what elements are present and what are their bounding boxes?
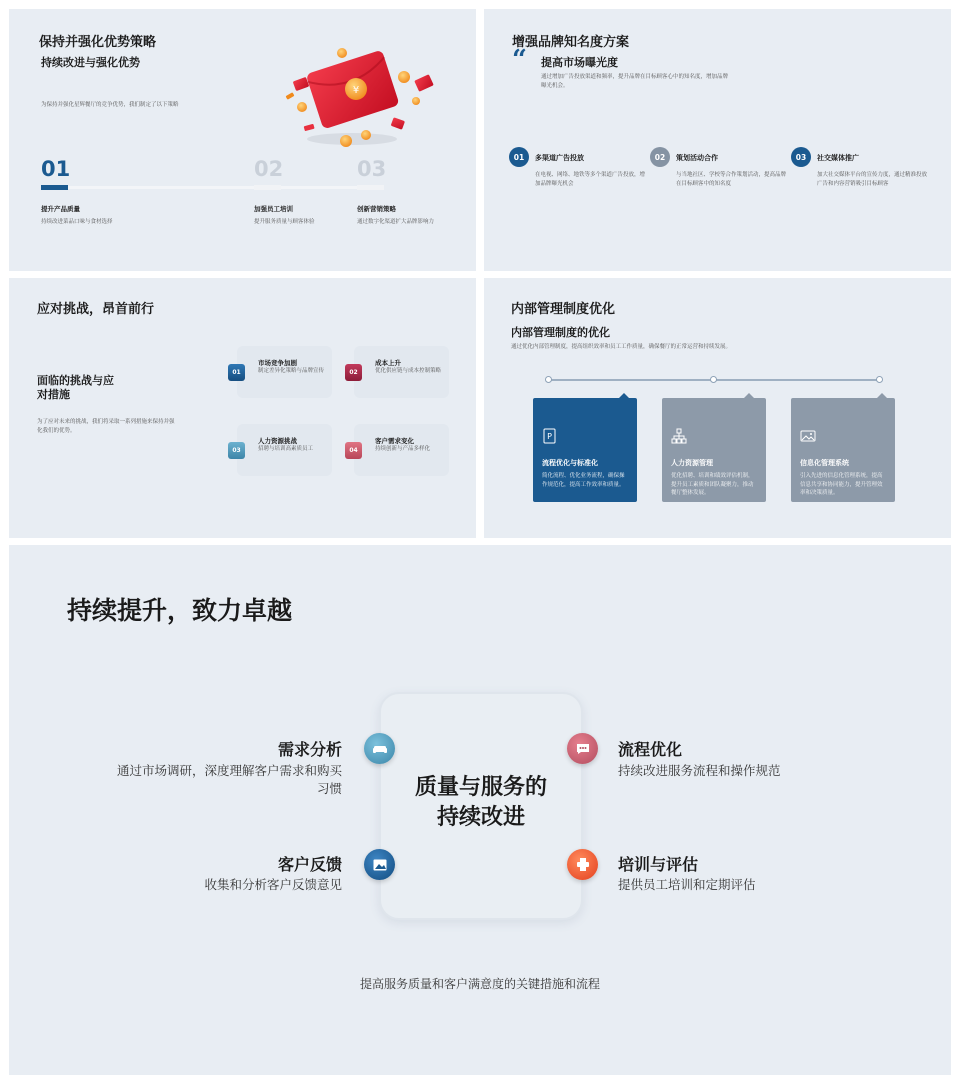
step-bar xyxy=(254,185,281,190)
svg-text:P: P xyxy=(547,432,552,441)
management-card xyxy=(662,398,766,502)
point-desc: 通过市场调研，深度理解客户需求和购买习惯 xyxy=(116,763,342,797)
item-number-badge: 03 xyxy=(791,147,811,167)
center-title-line: 质量与服务的 xyxy=(414,775,547,800)
image-icon xyxy=(800,428,816,444)
step-number: 03 xyxy=(357,157,387,181)
slide-internal-management xyxy=(484,278,951,538)
point-desc: 提供员工培训和定期评估 xyxy=(618,877,756,892)
item-desc: 与当地社区、学校等合作策划活动，提高品牌在目标顾客中的知名度 xyxy=(676,172,787,187)
challenge-title: 市场竞争加剧 xyxy=(258,359,297,367)
slide-intro: 通过增加广告投放渠道和频率，提升品牌在目标顾客心中的知名度，增加品牌曝光机会。 xyxy=(541,74,729,89)
management-card xyxy=(533,398,637,502)
timeline-dot xyxy=(545,376,552,383)
slide-intro: 为保持并强化星辉餐厅的竞争优势，我们制定了以下策略 xyxy=(41,102,179,108)
item-title: 策划活动合作 xyxy=(676,154,718,162)
progress-track xyxy=(41,186,383,189)
sofa-icon xyxy=(364,733,395,764)
slide-subtitle: 提高市场曝光度 xyxy=(541,56,618,69)
card-desc: 优化招聘、培训和绩效评估机制，提升员工素质和团队凝聚力，推动餐厅整体发展。 xyxy=(671,473,754,497)
svg-text:¥: ¥ xyxy=(352,85,360,96)
point-desc: 持续改进服务流程和操作规范 xyxy=(618,763,781,778)
slide-title: 应对挑战，昂首前行 xyxy=(37,302,155,317)
center-title-line: 持续改进 xyxy=(436,804,525,830)
challenge-desc: 持续创新与产品多样化 xyxy=(375,446,431,452)
item-title: 多渠道广告投放 xyxy=(535,154,584,162)
card-title: 人力资源管理 xyxy=(671,459,713,467)
slide-strategy xyxy=(9,9,476,271)
card-desc: 简化流程、优化业务流程，确保操作规范化，提高工作效率和质量。 xyxy=(542,473,625,488)
challenge-number: 03 xyxy=(228,442,245,459)
point-title: 培训与评估 xyxy=(618,855,699,874)
step-bar xyxy=(41,185,68,190)
challenge-title: 客户需求变化 xyxy=(375,437,414,445)
point-title: 需求分析 xyxy=(277,740,342,759)
card-desc: 引入先进的信息化管理系统，提高信息共享和协同能力，提升管理效率和决策质量。 xyxy=(800,473,883,497)
item-desc: 在电视、网络、地铁等多个渠道广告投放，增加品牌曝光机会 xyxy=(535,172,646,187)
slide-intro: 为了应对未来的挑战，我们将采取一系列措施来保持并强化我们的优势。 xyxy=(37,419,175,434)
challenge-desc: 优化供应链与成本控制策略 xyxy=(375,368,442,374)
point-title: 流程优化 xyxy=(618,740,683,759)
document-icon xyxy=(542,428,558,444)
quote-icon: “ xyxy=(512,45,527,75)
slide-footer: 提高服务质量和客户满意度的关键措施和流程 xyxy=(359,977,600,991)
slide-title: 保持并强化优势策略 xyxy=(39,35,157,50)
center-title xyxy=(379,773,583,832)
slide-title: 持续提升，致力卓越 xyxy=(67,596,293,625)
slide-brand-awareness xyxy=(484,9,951,271)
step-title: 提升产品质量 xyxy=(41,205,80,213)
challenge-number: 01 xyxy=(228,364,245,381)
step-title: 加强员工培训 xyxy=(254,205,293,213)
item-number-badge: 01 xyxy=(509,147,529,167)
point-title: 客户反馈 xyxy=(277,855,342,874)
step-desc: 通过数字化渠道扩大品牌影响力 xyxy=(357,219,435,225)
step-bar xyxy=(357,185,384,190)
management-card xyxy=(791,398,895,502)
section-heading xyxy=(37,374,114,403)
slide-subtitle: 持续改进与强化优势 xyxy=(41,56,140,69)
step-desc: 持续改进菜品口味与食材选择 xyxy=(41,219,113,225)
slide-subtitle: 内部管理制度的优化 xyxy=(511,326,610,339)
item-number-badge: 02 xyxy=(650,147,670,167)
printer-icon xyxy=(567,849,598,880)
slide-title: 内部管理制度优化 xyxy=(511,302,616,317)
step-desc: 提升服务质量与顾客体验 xyxy=(254,219,315,225)
card-title: 流程优化与标准化 xyxy=(542,459,598,467)
card-title: 信息化管理系统 xyxy=(800,459,849,467)
challenge-desc: 制定差异化策略与品牌宣传 xyxy=(258,368,325,374)
step-title: 创新营销策略 xyxy=(357,205,396,213)
section-heading-line: 面临的挑战与应 xyxy=(37,374,114,387)
item-desc: 加大社交媒体平台的宣传力度，通过精准投放广告和内容营销吸引目标顾客 xyxy=(817,172,928,187)
slide-challenges xyxy=(9,278,476,538)
section-heading-line: 对措施 xyxy=(37,388,70,402)
slide-continuous-improvement xyxy=(9,545,951,1075)
challenge-number: 04 xyxy=(345,442,362,459)
timeline-dot xyxy=(876,376,883,383)
image-icon xyxy=(364,849,395,880)
point-desc: 收集和分析客户反馈意见 xyxy=(204,877,342,892)
challenge-number: 02 xyxy=(345,364,362,381)
step-number: 02 xyxy=(254,157,284,181)
step-number: 01 xyxy=(41,157,71,181)
slide-title: 增强品牌知名度方案 xyxy=(512,35,630,50)
org-chart-icon xyxy=(671,428,687,444)
chat-icon xyxy=(567,733,598,764)
item-title: 社交媒体推广 xyxy=(817,154,859,162)
red-envelope-illustration xyxy=(274,39,454,159)
challenge-title: 成本上升 xyxy=(375,359,401,367)
timeline-dot xyxy=(710,376,717,383)
slide-intro: 通过优化内部管理制度，提高组织效率和员工工作质量，确保餐厅的正常运营和持续发展。 xyxy=(511,344,732,350)
challenge-desc: 招聘与培训高素质员工 xyxy=(258,446,314,452)
challenge-title: 人力资源挑战 xyxy=(258,437,297,445)
